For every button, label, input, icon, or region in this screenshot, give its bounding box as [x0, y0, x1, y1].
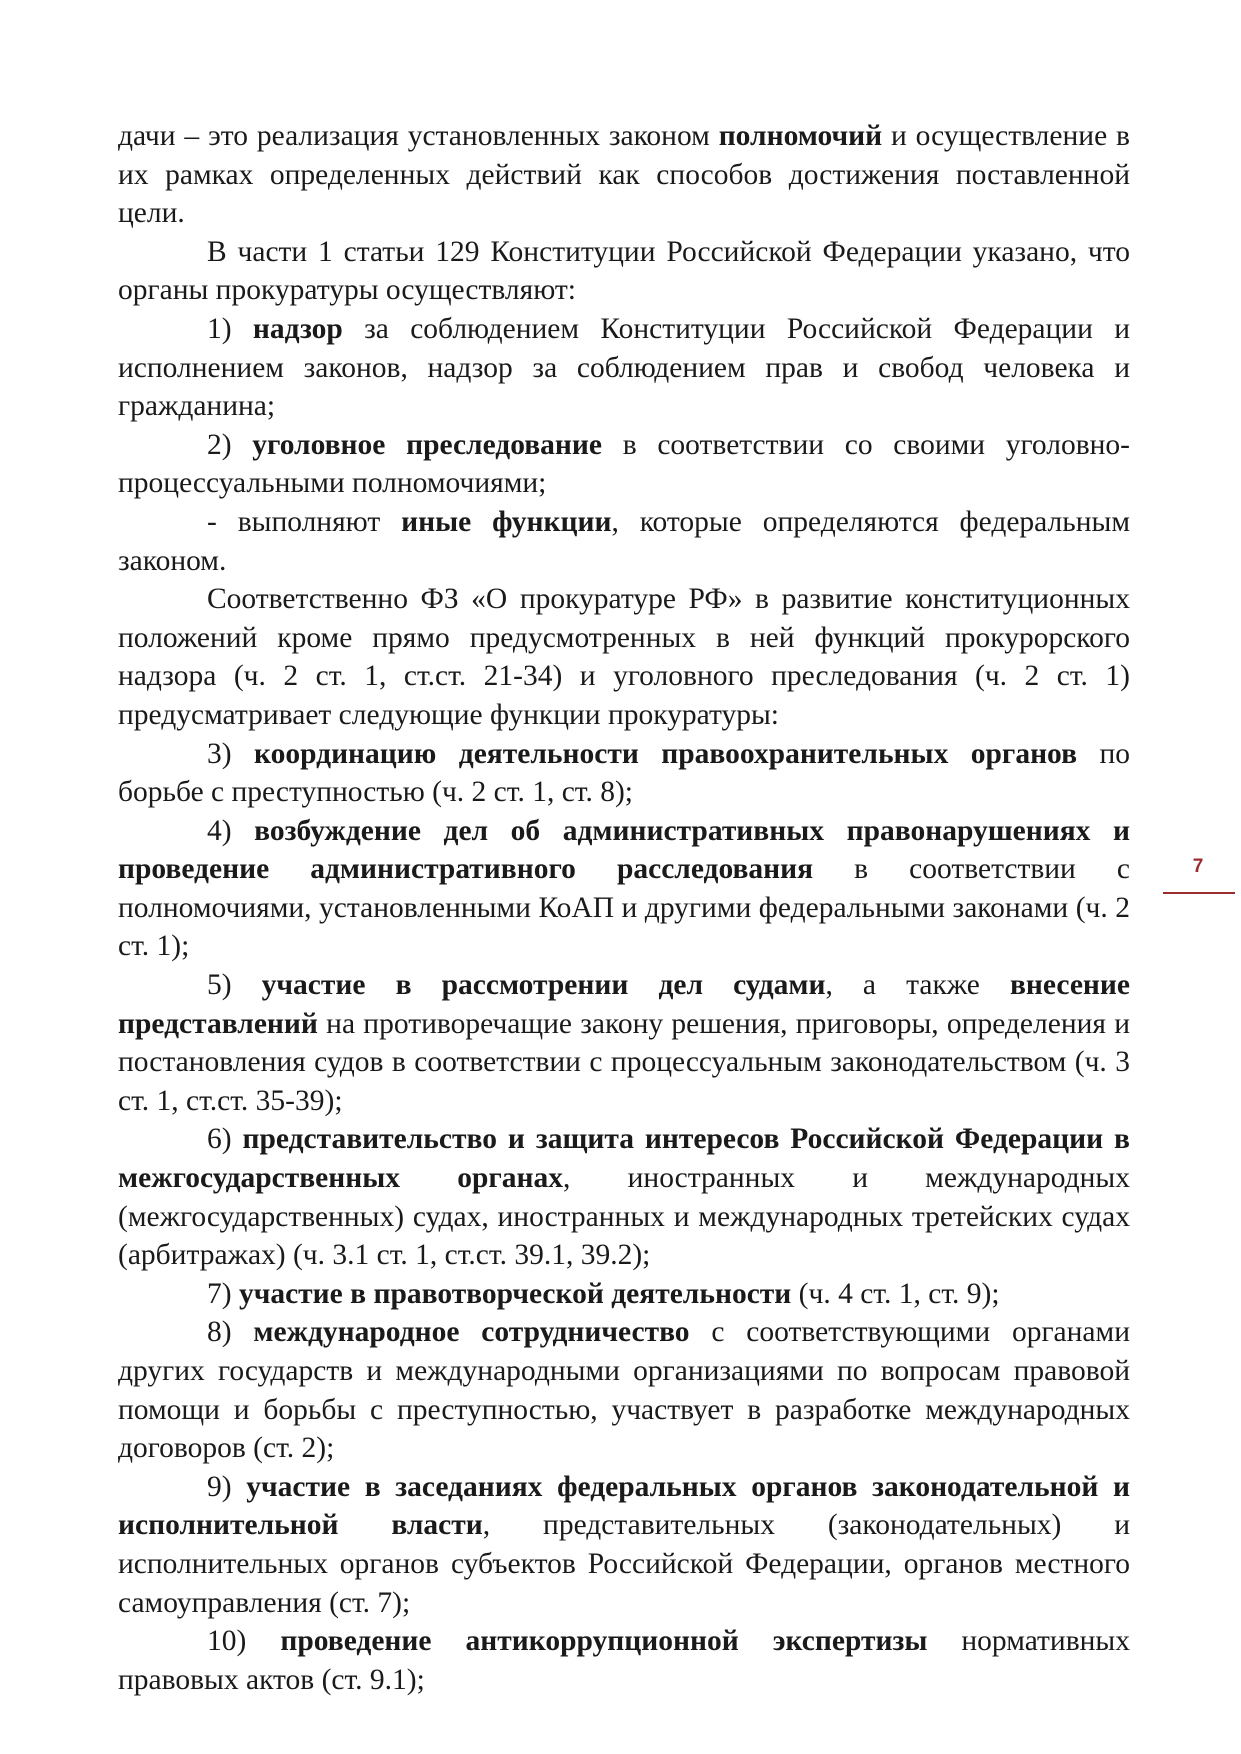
text-run: В части 1 статьи 129 Конституции Российской Федерации указано, что органы прокуратуры осуществляют: [118, 235, 1130, 307]
bold-term: международное сотрудничество [253, 1316, 690, 1349]
bold-term: иные функции [401, 505, 612, 538]
text-run: 1) [207, 312, 253, 345]
text-run: (ч. 4 ст. 1, ст. 9); [791, 1277, 1000, 1310]
text-run: нормативных правовых актов (ст. 9.1); [118, 1625, 1130, 1696]
text-run: за соблюдением Конституции Российской Федерации и исполнением законов, надзор за соблюдением прав и свобод человека и гражданина; [118, 312, 1131, 423]
text-run: по борьбе с преступностью (ч. 2 ст. 1, ст. 8); [118, 737, 1130, 809]
paragraph [118, 233, 1130, 310]
bold-term: участие в заседаниях федеральных органов законодательной и исполнительной власти [118, 1470, 1130, 1542]
text-run: 7) [207, 1277, 239, 1310]
bold-term: проведение антикоррупционной экспертизы [280, 1625, 928, 1658]
paragraph [118, 426, 1130, 503]
bold-term: внесение представлений [118, 969, 1131, 1040]
paragraph [118, 310, 1130, 426]
paragraph [118, 503, 1130, 580]
text-run: и осуществление в их рамках определенных действий как способов достижения поставленной цели. [118, 120, 1130, 230]
bold-term: надзор [252, 312, 343, 345]
paragraph [118, 580, 1130, 734]
bold-term: полномочий [718, 120, 883, 152]
page-number: 7 [1192, 856, 1204, 877]
text-run: 3) [207, 737, 255, 770]
text-run: 6) [207, 1123, 243, 1156]
paragraph [118, 117, 1130, 233]
text-run: , иностранных и международных (межгосударственных) судах, иностранных и международных третейских судах (арбитражах) (ч. 3.1 ст. 1, ст.ст. 39.1, 39.2); [118, 1162, 1130, 1272]
paragraph [118, 1622, 1130, 1699]
text-run: 10) [207, 1625, 281, 1658]
text-run: , а также [825, 969, 1010, 1002]
paragraph [118, 1120, 1130, 1274]
text-run: дачи – это реализация установленных законом [118, 120, 719, 152]
text-run: - выполняют [207, 505, 402, 538]
paragraph [118, 1468, 1130, 1622]
paragraph [118, 735, 1130, 812]
text-run: 5) [207, 969, 262, 1002]
bold-term: представительство и защита интересов Российской Федерации в межгосударственных органах [118, 1123, 1130, 1195]
bold-term: возбуждение дел об административных правонарушениях и проведение административного расследования [118, 814, 1130, 886]
text-run: 2) [207, 428, 253, 461]
text-run: 4) [207, 814, 255, 847]
text-run: Соответственно ФЗ «О прокуратуре РФ» в развитие конституционных положений кроме прямо предусмотренных в ней функций прокурорского надзора (ч. 2 ст. 1, ст.ст. 21-34) и уголовного преследования (ч. 2 ст. 1) предусматривает следующие функции прокуратуры: [118, 583, 1130, 731]
bold-term: участие в правотворческой деятельности [238, 1277, 792, 1310]
text-run: , представительных (законодательных) и исполнительных органов субъектов Российской Федерации, органов местного самоуправления (ст. 7); [118, 1509, 1131, 1619]
text-run: в соответствии с полномочиями, установленными КоАП и другими федеральными законами (ч. 2 ст. 1); [118, 853, 1130, 963]
paragraph [118, 812, 1130, 966]
text-run: 8) [207, 1316, 254, 1349]
text-run: , которые определяются федеральным законом. [118, 505, 1130, 577]
paragraph [118, 1275, 1130, 1314]
bold-term: участие в рассмотрении дел судами [261, 969, 826, 1002]
paragraph [118, 966, 1130, 1120]
bold-term: уголовное преследование [252, 428, 603, 461]
text-run: в соответствии со своими уголовно-процессуальными полномочиями; [118, 428, 1131, 500]
text-run: 9) [207, 1470, 247, 1503]
document-body [118, 117, 1130, 1699]
paragraph [118, 1313, 1130, 1467]
page-number-rule [1163, 892, 1235, 894]
text-run: с соответствующими органами других государств и международными организациями по вопросам правовой помощи и борьбы с преступностью, участвует в разработке международных договоров (ст. 2); [118, 1316, 1130, 1465]
bold-term: координацию деятельности правоохранительных органов [254, 737, 1078, 770]
text-run: на противоречащие закону решения, приговоры, определения и постановления судов в соответствии с процессуальным законодательством (ч. 3 ст. 1, ст.ст. 35-39); [118, 1007, 1130, 1117]
